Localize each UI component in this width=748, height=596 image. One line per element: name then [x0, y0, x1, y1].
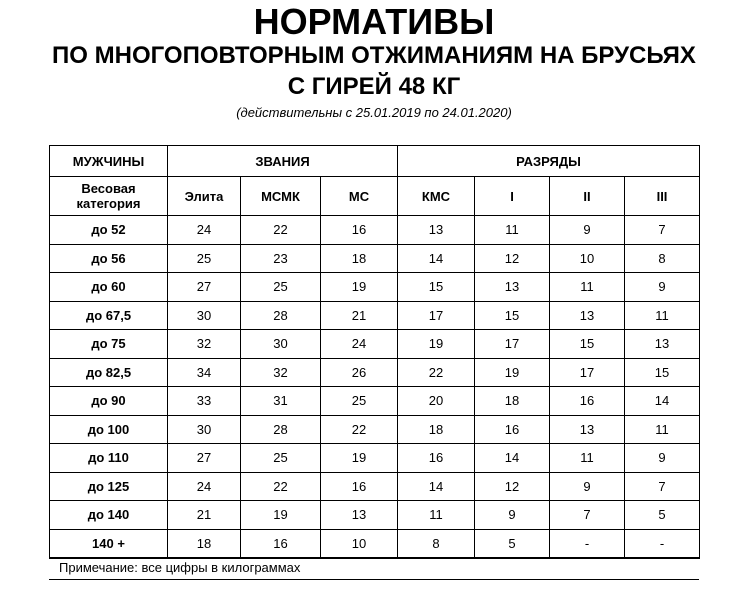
value-cell: 7 [625, 216, 700, 245]
value-cell: 8 [398, 529, 475, 558]
value-cell: 9 [550, 472, 625, 501]
table-row [50, 501, 700, 530]
value-cell: 16 [550, 387, 625, 416]
table-row [50, 415, 700, 444]
value-cell: 10 [550, 244, 625, 273]
value-cell: 22 [241, 472, 321, 501]
group-header-row [50, 146, 700, 177]
value-cell: 31 [241, 387, 321, 416]
value-cell: 17 [475, 330, 550, 359]
title-line-2: ПО МНОГОПОВТОРНЫМ ОТЖИМАНИЯМ НА БРУСЬЯХ [52, 42, 696, 69]
value-cell: 28 [241, 301, 321, 330]
value-cell: 30 [241, 330, 321, 359]
value-cell: 25 [241, 444, 321, 473]
weight-category-header: Весовая категория [50, 177, 168, 216]
title-line-3: С ГИРЕЙ 48 КГ [287, 73, 461, 100]
table-row [50, 387, 700, 416]
value-cell: 32 [168, 330, 241, 359]
value-cell: 21 [168, 501, 241, 530]
value-cell: 33 [168, 387, 241, 416]
weight-category-cell: до 60 [50, 273, 168, 302]
weight-category-cell: до 110 [50, 444, 168, 473]
value-cell: 32 [241, 358, 321, 387]
value-cell: 18 [398, 415, 475, 444]
weight-category-cell: до 125 [50, 472, 168, 501]
column-header: КМС [398, 177, 475, 216]
weight-category-cell: до 56 [50, 244, 168, 273]
value-cell: 12 [475, 472, 550, 501]
value-cell: 8 [625, 244, 700, 273]
value-cell: 12 [475, 244, 550, 273]
value-cell: 25 [168, 244, 241, 273]
value-cell: 7 [550, 501, 625, 530]
value-cell: 20 [398, 387, 475, 416]
value-cell: 11 [550, 273, 625, 302]
titles-header: ЗВАНИЯ [168, 146, 398, 177]
column-header: МС [321, 177, 398, 216]
weight-category-cell: до 82,5 [50, 358, 168, 387]
weight-category-cell: до 90 [50, 387, 168, 416]
value-cell: 14 [398, 472, 475, 501]
value-cell: 14 [475, 444, 550, 473]
table-row [50, 358, 700, 387]
value-cell: 25 [321, 387, 398, 416]
column-header: I [475, 177, 550, 216]
value-cell: 27 [168, 273, 241, 302]
weight-category-cell: 140 + [50, 529, 168, 558]
table-row [50, 244, 700, 273]
value-cell: 16 [475, 415, 550, 444]
value-cell: 26 [321, 358, 398, 387]
value-cell: 9 [550, 216, 625, 245]
weight-category-cell: до 140 [50, 501, 168, 530]
column-header-row [50, 177, 700, 216]
value-cell: 19 [321, 273, 398, 302]
value-cell: 13 [321, 501, 398, 530]
weight-category-cell: до 75 [50, 330, 168, 359]
value-cell: 24 [168, 216, 241, 245]
value-cell: - [550, 529, 625, 558]
value-cell: 22 [241, 216, 321, 245]
table-row [50, 216, 700, 245]
value-cell: 11 [625, 415, 700, 444]
value-cell: 18 [168, 529, 241, 558]
value-cell: 23 [241, 244, 321, 273]
value-cell: 14 [625, 387, 700, 416]
column-header: II [550, 177, 625, 216]
table-row [50, 330, 700, 359]
value-cell: 17 [550, 358, 625, 387]
value-cell: 5 [625, 501, 700, 530]
weight-category-cell: до 100 [50, 415, 168, 444]
footnote: Примечание: все цифры в килограммах [49, 558, 699, 580]
value-cell: 13 [550, 301, 625, 330]
value-cell: 9 [625, 444, 700, 473]
table-row [50, 273, 700, 302]
value-cell: 14 [398, 244, 475, 273]
men-header: МУЖЧИНЫ [50, 146, 168, 177]
value-cell: 34 [168, 358, 241, 387]
value-cell: 13 [475, 273, 550, 302]
table-body [50, 216, 700, 559]
value-cell: 30 [168, 415, 241, 444]
value-cell: 28 [241, 415, 321, 444]
value-cell: 19 [398, 330, 475, 359]
value-cell: 18 [475, 387, 550, 416]
value-cell: 13 [550, 415, 625, 444]
value-cell: 15 [475, 301, 550, 330]
value-cell: 16 [321, 216, 398, 245]
page-title: НОРМАТИВЫ [253, 1, 495, 42]
value-cell: 10 [321, 529, 398, 558]
value-cell: 19 [321, 444, 398, 473]
value-cell: 11 [625, 301, 700, 330]
value-cell: 25 [241, 273, 321, 302]
value-cell: 16 [241, 529, 321, 558]
validity-period: (действительны с 25.01.2019 по 24.01.2020) [236, 105, 512, 120]
value-cell: 16 [398, 444, 475, 473]
value-cell: 9 [625, 273, 700, 302]
value-cell: 21 [321, 301, 398, 330]
table-row [50, 472, 700, 501]
value-cell: 11 [550, 444, 625, 473]
value-cell: 15 [398, 273, 475, 302]
value-cell: 22 [321, 415, 398, 444]
weight-category-cell: до 52 [50, 216, 168, 245]
value-cell: 15 [550, 330, 625, 359]
weight-category-cell: до 67,5 [50, 301, 168, 330]
value-cell: 27 [168, 444, 241, 473]
value-cell: 16 [321, 472, 398, 501]
table-row [50, 529, 700, 558]
value-cell: 22 [398, 358, 475, 387]
value-cell: 5 [475, 529, 550, 558]
column-header: Элита [168, 177, 241, 216]
value-cell: 24 [168, 472, 241, 501]
ranks-header: РАЗРЯДЫ [398, 146, 700, 177]
table-row [50, 444, 700, 473]
norms-table [49, 145, 700, 559]
column-header: III [625, 177, 700, 216]
value-cell: 13 [625, 330, 700, 359]
value-cell: 9 [475, 501, 550, 530]
value-cell: 24 [321, 330, 398, 359]
value-cell: - [625, 529, 700, 558]
value-cell: 19 [241, 501, 321, 530]
value-cell: 7 [625, 472, 700, 501]
value-cell: 18 [321, 244, 398, 273]
value-cell: 17 [398, 301, 475, 330]
column-header: МСМК [241, 177, 321, 216]
value-cell: 15 [625, 358, 700, 387]
table-row [50, 301, 700, 330]
value-cell: 11 [475, 216, 550, 245]
value-cell: 19 [475, 358, 550, 387]
value-cell: 30 [168, 301, 241, 330]
value-cell: 11 [398, 501, 475, 530]
value-cell: 13 [398, 216, 475, 245]
